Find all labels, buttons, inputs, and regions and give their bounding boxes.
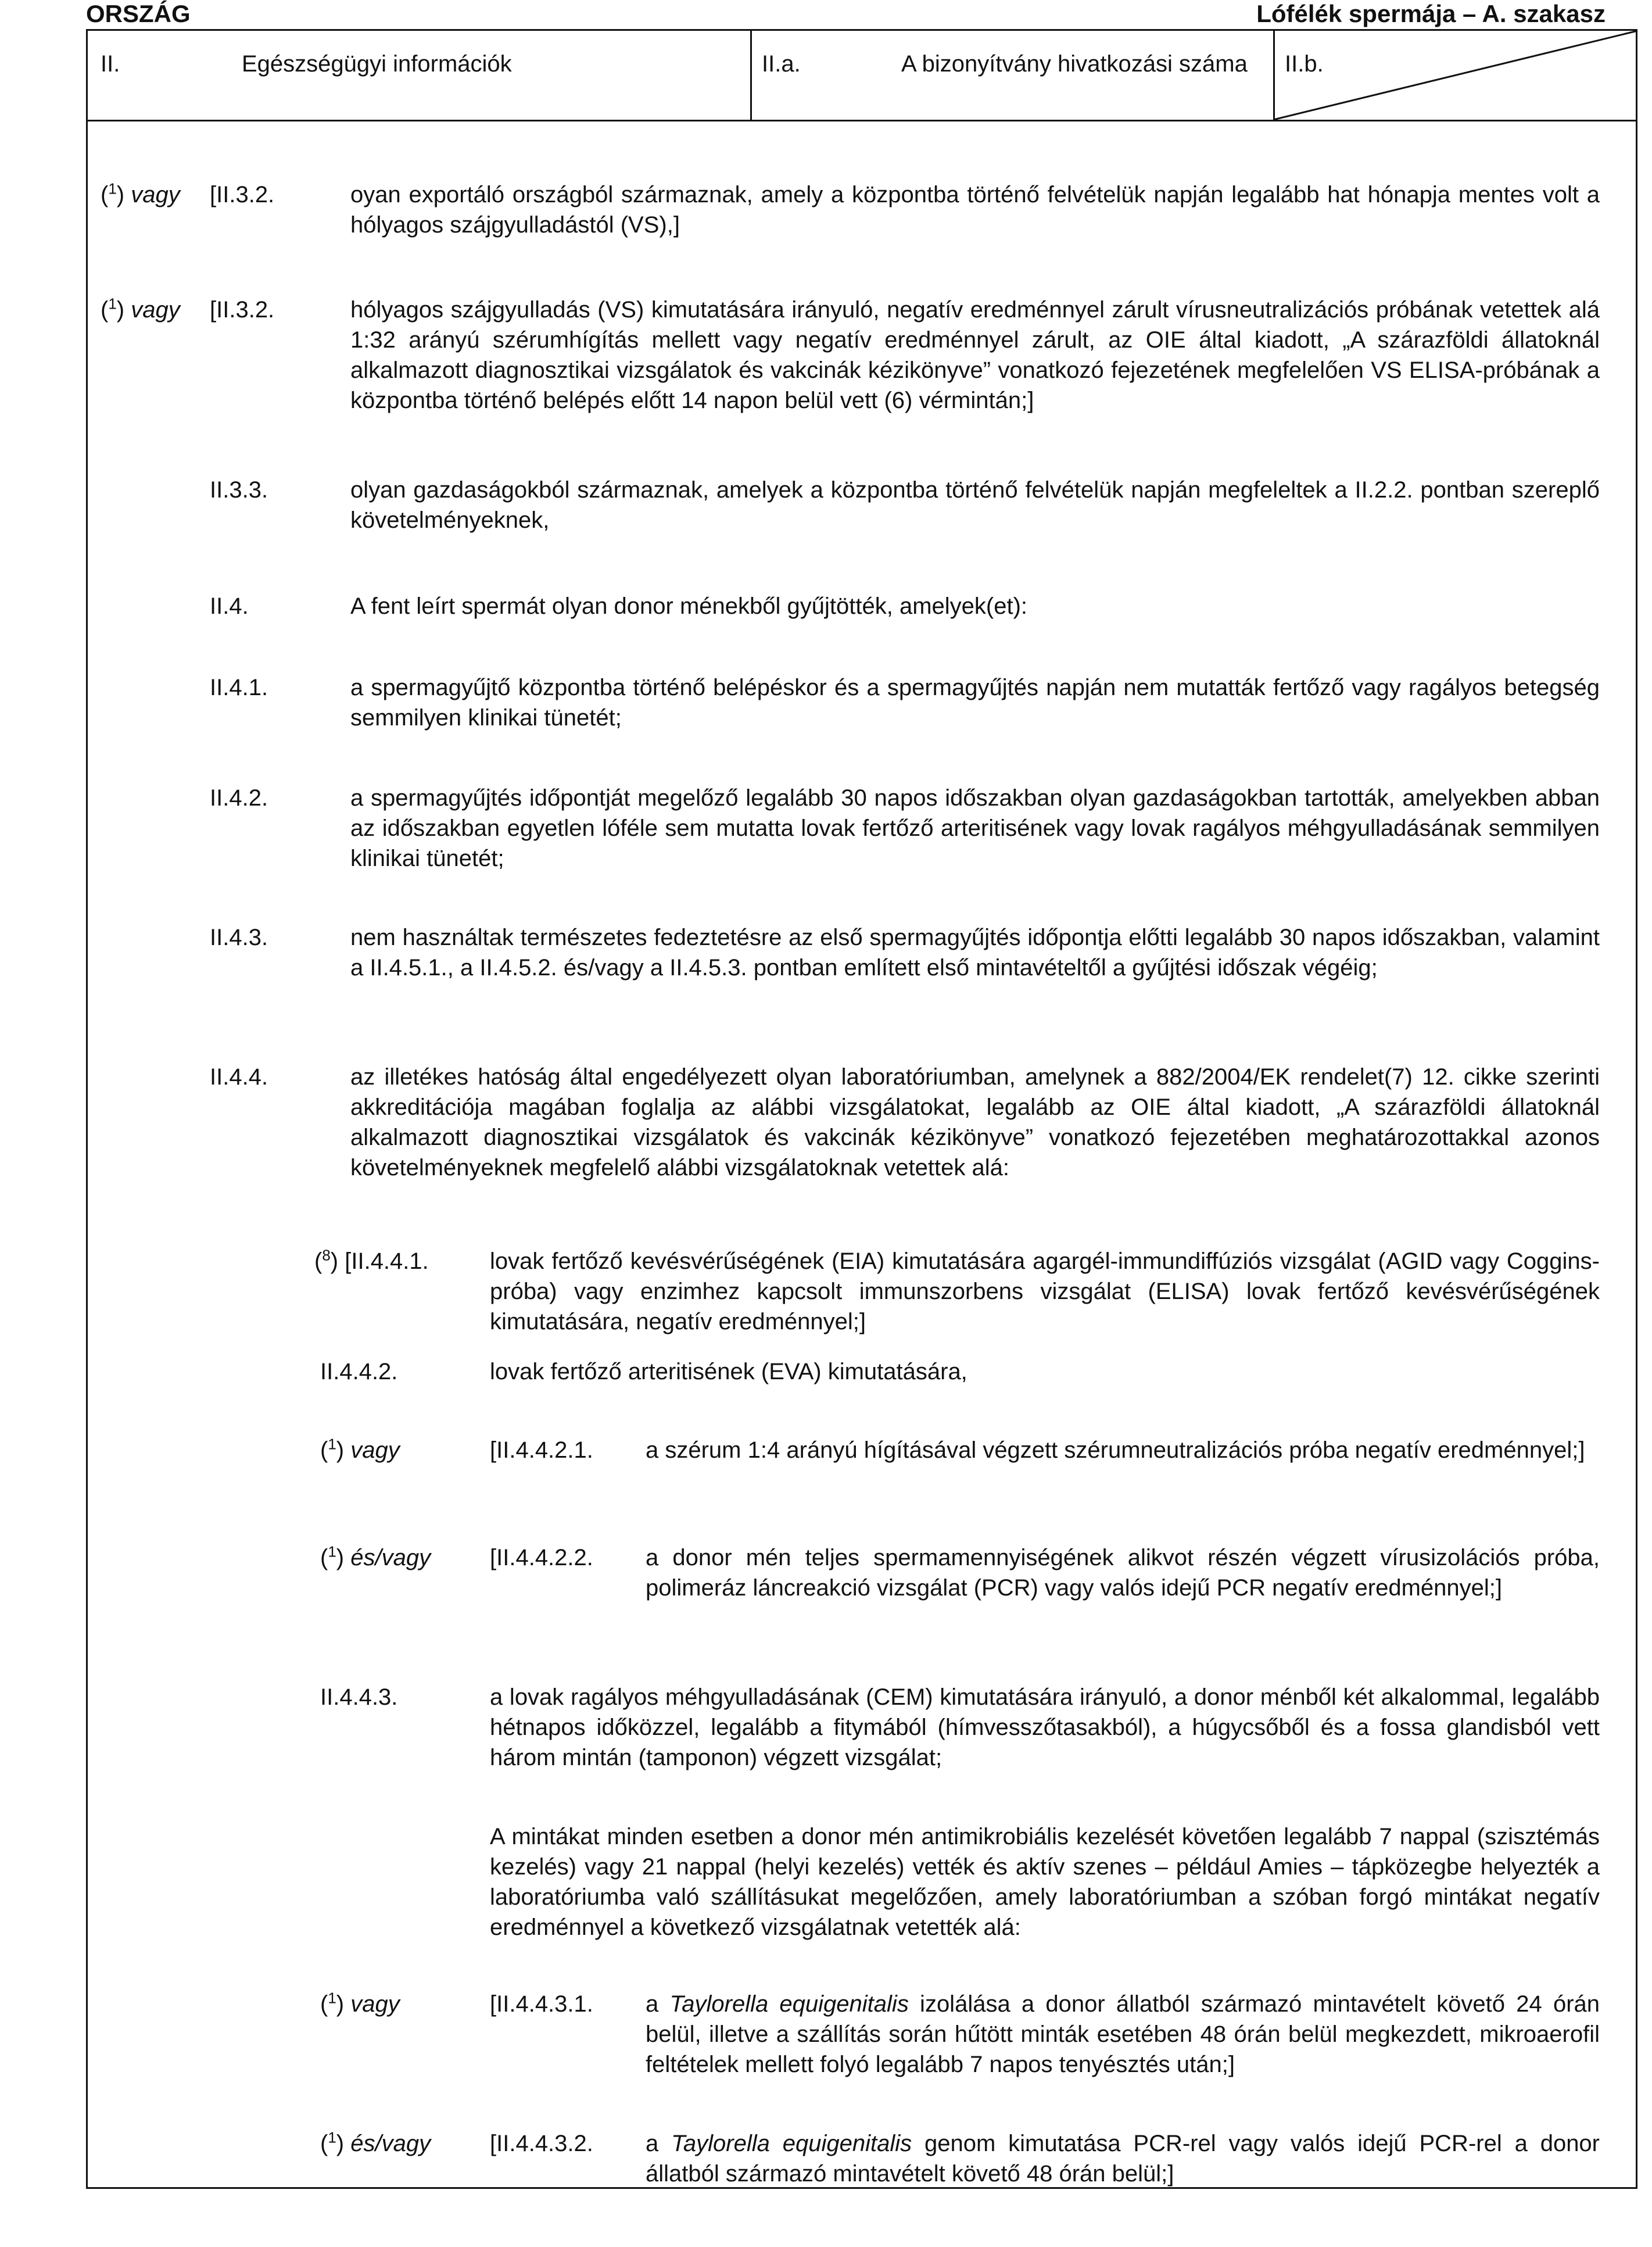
header-ref-label: II.a. xyxy=(762,51,801,77)
country-label: ORSZÁG xyxy=(86,0,191,27)
item-text: a spermagyűjtő központba történő belépéskor és a spermagyűjtés napján nem mutatták fertőző vagy ragályos betegség semmilyen klinikai tünetét; xyxy=(350,675,1600,731)
item-ref: [II.4.4.3.1. xyxy=(490,1991,593,2017)
option-label: és/vagy xyxy=(350,2131,431,2156)
item-text: hólyagos szájgyulladás (VS) kimutatására irányuló, negatív eredménnyel zárult vírusneutralizációs próbának vetettek alá 1:32 arányú szérumhígítás mellett vagy negatív eredménnyel zárult, az OIE által kiadott, „A szárazföldi állatoknál alkalmazott diagnosztikai vizsgálatok és vakcinák kézikönyve” vonatkozó fejezetének megfelelően VS ELISA-próbának a központba történő belépés előtt 14 napon belül vett (6) vérmintán;] xyxy=(350,297,1600,413)
option-label: vagy xyxy=(131,297,180,323)
header-part-number: II. xyxy=(101,51,120,77)
item-text: lovak fertőző arteritisének (EVA) kimutatására, xyxy=(490,1359,967,1384)
option-label: vagy xyxy=(131,182,180,207)
item-ref: II.3.3. xyxy=(210,477,268,503)
item-text: a donor mén teljes spermamennyiségének alikvot részén végzett vírusizolációs próba, polimeráz láncreakció vizsgálat (PCR) vagy valós idejű PCR negatív eredménnyel;] xyxy=(646,1545,1600,1601)
document-header xyxy=(86,0,1606,28)
item-ref: II.4.4.2. xyxy=(320,1359,398,1384)
item-text: a szérum 1:4 arányú hígításával végzett szérumneutralizációs próba negatív eredménnyel;] xyxy=(646,1437,1585,1463)
section-title: Lófélék spermája – A. szakasz xyxy=(1256,0,1606,27)
option-label: vagy xyxy=(350,1991,400,2017)
item-text: a Taylorella equigenitalis izolálása a donor állatból származó mintavételt követő 24 órán belül, illetve a szállítás során hűtött minták esetében 48 órán belül megkezdett, mikroaerofil feltételek mellett folyó legalább 7 napos tenyésztés után;] xyxy=(646,1991,1600,2077)
list-item: ($^1$) vagy [II.3.2. oyan exportáló országból származnak, amely a központba történő felvételük napján legalább hat hónapja mentes volt a hólyagos szájgyulladástól (VS),] xyxy=(88,180,1636,240)
item-ref: II.4. xyxy=(210,593,249,619)
item-text: lovak fertőző kevésvérűségének (EIA) kimutatására agargél-immundiffúziós vizsgálat (AGID vagy Coggins-próba) vagy enzimhez kapcsolt immunszorbens vizsgálat (ELISA) lovak fertőző kevésvérűségének kimutatására, negatív eredménnyel;] xyxy=(490,1248,1600,1334)
item-ref: [II.3.2. xyxy=(210,297,275,323)
header-diagonal-line xyxy=(1273,31,1639,121)
item-ref: [II.4.4.2.2. xyxy=(490,1545,593,1570)
item-text: a lovak ragályos méhgyulladásának (CEM) kimutatására irányuló, a donor ménből két alkalommal, legalább hétnapos időközzel, legalább a fitymából (hímvesszőtasakból), a húgycsőből és a fossa glandisból vett három mintán (tamponon) végzett vizsgálat; xyxy=(490,1684,1600,1770)
item-ref: [II.4.4.1. xyxy=(345,1248,429,1274)
option-label: és/vagy xyxy=(350,1545,431,1570)
table-header xyxy=(88,31,1636,121)
item-text: nem használtak természetes fedeztetésre az első spermagyűjtés időpontja előtti legalább 30 napos időszakban, valamint a II.4.5.1., a II.4.5.2. és/vagy a II.4.5.3. pontban említett első mintavételtől a gyűjtési időszak végéig; xyxy=(350,925,1600,981)
item-text: olyan gazdaságokból származnak, amelyek a központba történő felvételük napján megfeleltek a II.2.2. pontban szereplő követelményeknek, xyxy=(350,477,1600,533)
certificate-frame: II. Egészségügyi információk II.a. A bizonyítvány hivatkozási száma II.b. ($^1$) vagy [II.3.2. oyan exportáló országból származnak, amely a központba történő felvételük napján legalább hat hónapja mentes volt a hólyagos szájgyulladástól (VS),] ($^1$) vagy [II.3.2. hólyagos szájgyulladás (VS) kimutatására irányuló, negatív eredménnyel zárult vírusneutralizációs próbának vetettek alá 1:32 arányú szérumhígítás mellett vagy negatív eredménnyel zárult, az OIE által kiadott, „A szárazföldi állatoknál alkalmazott diagnosztikai vizsgálatok és vakcinák kézikönyve” vonatkozó fejezetének megfelelően VS ELISA-próbának a központba történő belépés előtt 14 napon belül vett (6) vérmintán;] II.3.3. olyan gazdaságokból származnak, amelyek a központba történő felvételük napján megfeleltek a II.2.2. pontban szereplő követelményeknek, II.4. A fent leírt spermát olyan donor ménekből gyűjtötték, amelyek(et): II.4.1. a spermagyűjtő központba történő belépéskor és a spermagyűjtés napján nem mutatták fertőző vagy ragályos betegség semmilyen klinikai tünetét; II.4.2. a spermagyűjtés időpontját megelőző legalább 30 napos időszakban olyan gazdaságokban tartották, amelyekben abban az időszakban egyetlen lóféle sem mutatta lovak fertőző arteritisének vagy lovak ragályos méhgyulladásának semmilyen klinikai tünetét; II.4.3. nem használtak természetes fedeztetésre az első spermagyűjtés időpontja előtti legalább 30 napos időszakban, valamint a II.4.5.1., a II.4.5.2. és/vagy a II.4.5.3. pontban említett első mintavételtől a gyűjtési időszak végéig; II.4.4. az illetékes hatóság által engedélyezett olyan laboratóriumban, amelynek a 882/2004/EK rendelet(7) 12. cikke szerinti akkreditációja magában foglalja az alábbi vizsgálatokat, legalább az OIE által kiadott, „A szárazföldi állatoknál alkalmazott diagnosztikai vizsgálatok és vakcinák kézikönyve” vonatkozó fejezetében meghatározottakkal azonos követelményeknek megfelelő alábbi vizsgálatoknak vetettek alá: ($^8$) [II.4.4.1. lovak fertőző kevésvérűségének (EIA) kimutatására agargél-immundiffúziós vizsgálat (AGID vagy Coggins-próba) vagy enzimhez kapcsolt immunszorbens vizsgálat (ELISA) lovak fertőző kevésvérűségének kimutatására, negatív eredménnyel;] II.4.4.2. lovak fertőző arteritisének (EVA) kimutatására, ($^1$) vagy [II.4.4.2.1. a szérum 1:4 arányú hígításával végzett szérumneutralizációs próba negatív eredménnyel;] ($^1$) és/vagy [II.4.4.2.2. a donor mén teljes spermamennyiségének alikvot részén végzett vírusizolációs próba, polimeráz láncreakció vizsgálat (PCR) vagy valós idejű PCR negatív eredménnyel;] II.4.4.3. a lovak ragályos méhgyulladásának (CEM) kimutatására irányuló, a donor ménből két alkalommal, legalább hétnapos időközzel, legalább a fitymából (hímvesszőtasakból), a húgycsőből és a fossa glandisból vett három mintán (tamponon) végzett vizsgálat; A mintákat minden esetben a donor mén antimikrobiális kezelését követően legalább 7 nappal (szisztémás kezelés) vagy 21 nappal (helyi kezelés) vették és aktív szenes – például Amies – tápközegbe helyezték a laboratóriumba való szállításukat megelőzően, amely laboratóriumban a szóban forgó mintákat negatív eredménnyel a következő vizsgálatnak vetették alá: ($^1$) vagy [II.4.4.3.1. a Taylorella equigenitalis izolálása a donor állatból származó mintavételt követő 24 órán belül, illetve a szállítás során hűtött minták esetében 48 órán belül megkezdett, mikroaerofil feltételek mellett folyó legalább 7 napos tenyésztés után;] ($^1$) és/vagy [II.4.4.3.2. a Taylorella equigenitalis genom kimutatása PCR-rel vagy valós idejű PCR-rel a donor állatból származó mintavételt követő 48 órán belül;] xyxy=(86,29,1637,2189)
item-ref: [II.4.4.3.2. xyxy=(490,2131,593,2156)
item-text: oyan exportáló országból származnak, amely a központba történő felvételük napján legalább hat hónapja mentes volt a hólyagos szájgyulladástól (VS),] xyxy=(350,182,1600,238)
item-text: az illetékes hatóság által engedélyezett olyan laboratóriumban, amelynek a 882/2004/EK rendelet(7) 12. cikke szerinti akkreditációja magában foglalja az alábbi vizsgálatokat, legalább az OIE által kiadott, „A szárazföldi állatoknál alkalmazott diagnosztikai vizsgálatok és vakcinák kézikönyve” vonatkozó fejezetében meghatározottakkal azonos követelményeknek megfelelő alábbi vizsgálatoknak vetettek alá: xyxy=(350,1064,1600,1180)
header-ref-title: A bizonyítvány hivatkozási száma xyxy=(901,51,1248,77)
item-ref: II.4.4.3. xyxy=(320,1684,398,1710)
header-divider xyxy=(750,31,752,121)
item-ref: II.4.3. xyxy=(210,925,268,950)
item-text: A fent leírt spermát olyan donor ménekből gyűjtötték, amelyek(et): xyxy=(350,593,1028,619)
item-ref: [II.4.4.2.1. xyxy=(490,1437,593,1463)
option-label: vagy xyxy=(350,1437,400,1463)
item-ref: [II.3.2. xyxy=(210,182,275,207)
item-ref: II.4.1. xyxy=(210,675,268,700)
item-ref: II.4.2. xyxy=(210,785,268,811)
item-text: a spermagyűjtés időpontját megelőző legalább 30 napos időszakban olyan gazdaságokban tartották, amelyekben abban az időszakban egyetlen lóféle sem mutatta lovak fertőző arteritisének vagy lovak ragályos méhgyulladásának semmilyen klinikai tünetét; xyxy=(350,785,1600,871)
item-text: a Taylorella equigenitalis genom kimutatása PCR-rel vagy valós idejű PCR-rel a donor állatból származó mintavételt követő 48 órán belül;] xyxy=(646,2131,1600,2187)
item-ref: II.4.4. xyxy=(210,1064,268,1090)
header-iib-label: II.b. xyxy=(1285,51,1324,77)
item-text: A mintákat minden esetben a donor mén antimikrobiális kezelését követően legalább 7 nappal (szisztémás kezelés) vagy 21 nappal (helyi kezelés) vették és aktív szenes – például Amies – tápközegbe helyezték a laboratóriumba való szállításukat megelőzően, amely laboratóriumban a szóban forgó mintákat negatív eredménnyel a következő vizsgálatnak vetették alá: xyxy=(490,1824,1600,1940)
header-part-title: Egészségügyi információk xyxy=(242,51,512,77)
